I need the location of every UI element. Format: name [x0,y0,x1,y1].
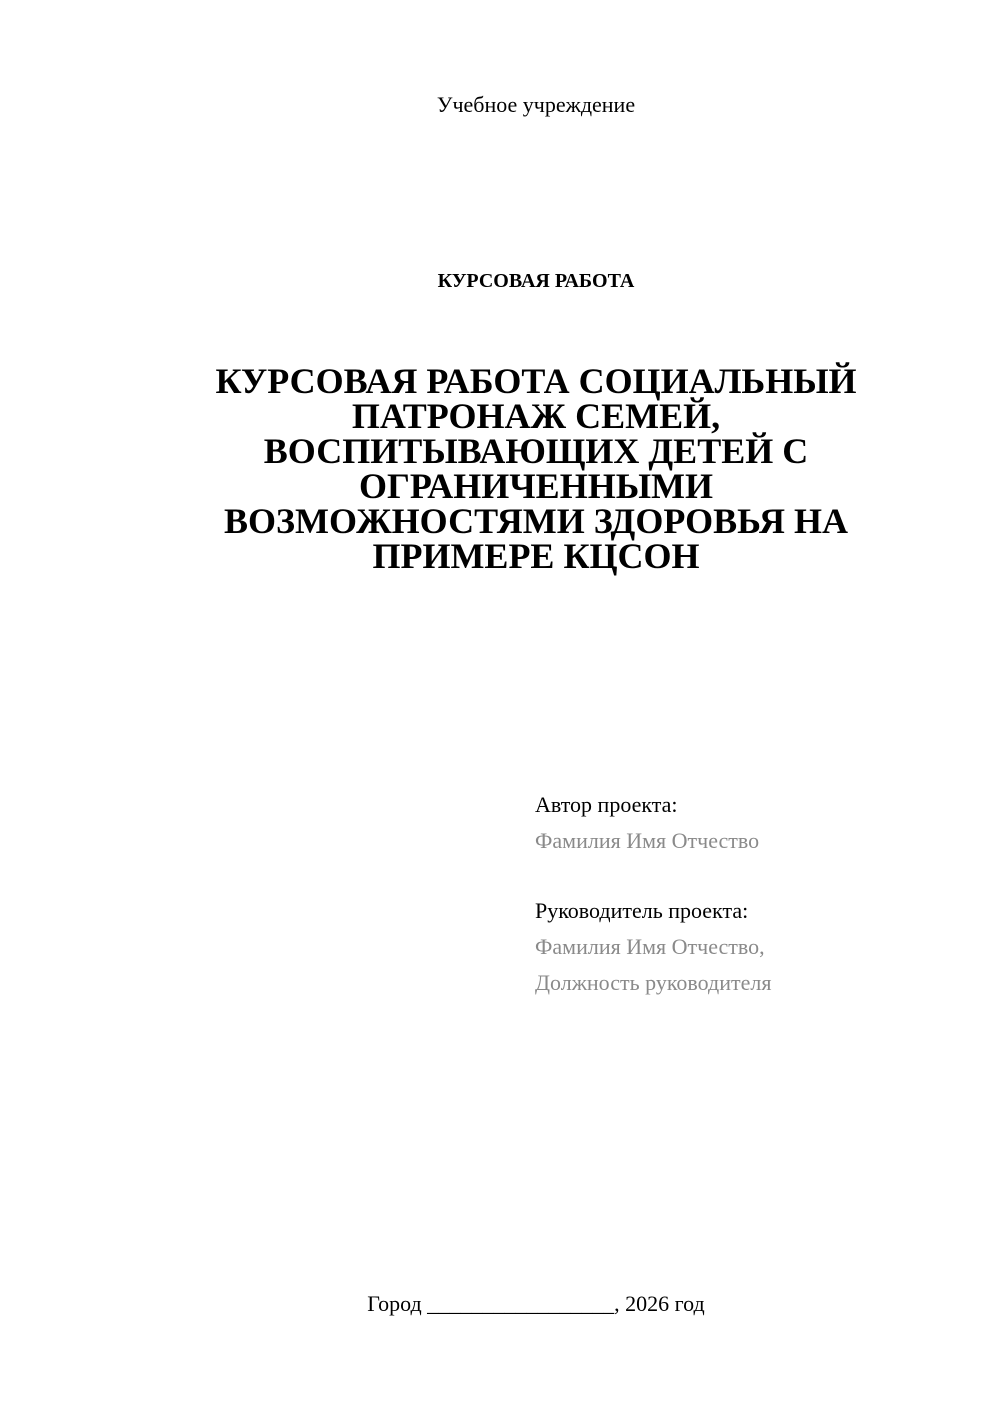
title-line: ПАТРОНАЖ СЕМЕЙ, [351,396,721,436]
title-line: ВОСПИТЫВАЮЩИХ ДЕТЕЙ С [263,431,809,471]
title-line: ВОЗМОЖНОСТЯМИ ЗДОРОВЬЯ НА [223,501,848,541]
author-label: Автор проекта: [535,792,678,817]
title-line: ПРИМЕРЕ КЦСОН [372,536,700,576]
city-year: Город _________________, 2026 год [367,1291,705,1316]
supervisor-position: Должность руководителя [535,970,772,995]
author-name: Фамилия Имя Отчество [535,828,760,853]
document-type: КУРСОВАЯ РАБОТА [437,270,635,292]
title-line: ОГРАНИЧЕННЫМИ [358,466,714,506]
supervisor-label: Руководитель проекта: [535,898,749,923]
institution-name: Учебное учреждение [436,92,636,117]
spacer [535,859,975,893]
project-people [535,787,975,1001]
document-title [180,361,892,576]
title-line: КУРСОВАЯ РАБОТА СОЦИАЛЬНЫЙ [215,361,857,401]
supervisor-name: Фамилия Имя Отчество, [535,934,765,959]
